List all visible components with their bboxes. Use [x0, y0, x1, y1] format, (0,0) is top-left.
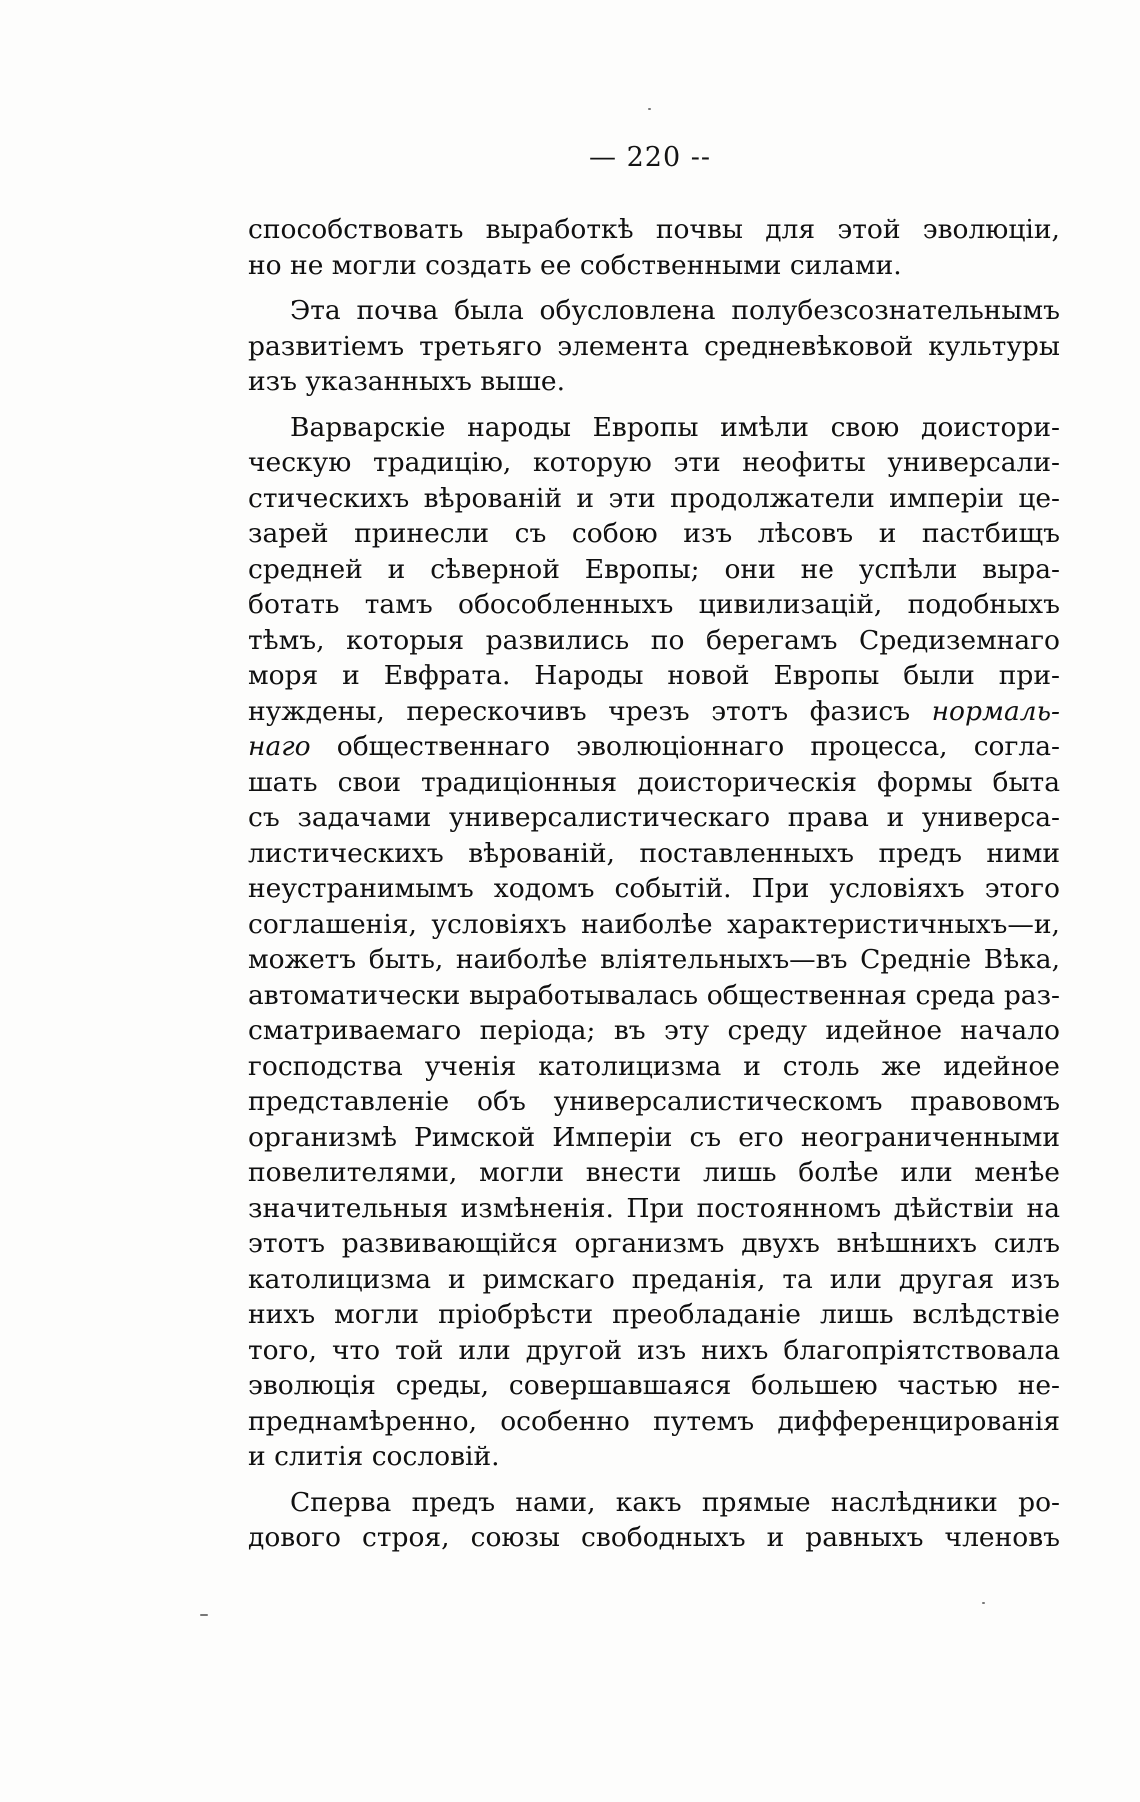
text-line: соглашенія, условіяхъ наиболѣе характеристичныхъ—и, — [248, 908, 1060, 940]
text-line: средней и сѣверной Европы; они не успѣли выра- — [248, 553, 1060, 585]
paragraph-4 — [248, 1485, 1060, 1556]
paragraph-3 — [248, 410, 1060, 1475]
page-number: — 220 -- — [589, 142, 711, 173]
text-line: зарей принесли съ собою изъ лѣсовъ и пастбищъ — [248, 518, 1060, 549]
text-line: эволюція среды, совершавшаяся большею частью не- — [248, 1370, 1060, 1401]
text-line: преднамѣренно, особенно путемъ дифференцированія — [248, 1405, 1060, 1437]
text-line: католицизма и римскаго преданія, та или другая изъ — [248, 1263, 1060, 1295]
text-line: дового строя, союзы свободныхъ и равныхъ членовъ — [248, 1522, 1060, 1553]
text-line: представленіе объ универсалистическомъ правовомъ — [248, 1086, 1060, 1117]
text-line: повелителями, могли внести лишь болѣе или менѣе — [248, 1157, 1060, 1188]
text-line: шать свои традиціонныя доисторическія формы быта — [248, 766, 1060, 798]
text-line: Эта почва была обусловлена полубезсознательнымъ — [290, 295, 1060, 326]
text-line: нихъ могли пріобрѣсти преобладаніе лишь вслѣдствіе — [248, 1299, 1060, 1330]
text-line-with-italic — [248, 694, 1060, 730]
text-fragment: общественнаго эволюціоннаго процесса, согла- — [310, 731, 1060, 762]
text-line: изъ указанныхъ выше. — [248, 366, 566, 397]
text-line: но не могли создать ее собственными силами. — [248, 249, 902, 281]
scan-speck — [982, 1602, 985, 1604]
text-line: этотъ развивающійся организмъ двухъ внѣшнихъ силъ — [248, 1228, 1060, 1259]
body-text — [248, 212, 1060, 1556]
text-line: Варварскіе народы Европы имѣли свою доистори- — [290, 411, 1060, 443]
paragraph-2 — [248, 293, 1060, 400]
text-line: можетъ быть, наиболѣе вліятельныхъ—въ Средніе Вѣка, — [248, 944, 1060, 975]
scan-speck — [648, 108, 651, 110]
text-fragment: нуждены, перескочивъ чрезъ этотъ фазисъ — [248, 695, 932, 727]
text-line: Сперва предъ нами, какъ прямые наслѣдники ро- — [290, 1486, 1060, 1518]
scan-speck — [200, 1614, 208, 1616]
text-line: развитіемъ третьяго элемента средневѣковой культуры — [248, 330, 1060, 362]
text-line: господства ученія католицизма и столь же идейное — [248, 1050, 1060, 1082]
text-line: значительныя измѣненія. При постоянномъ дѣйствіи на — [248, 1192, 1060, 1224]
text-line: листическихъ вѣрованій, поставленныхъ предъ ними — [248, 837, 1060, 869]
paragraph-1 — [248, 212, 1060, 283]
text-line: съ задачами универсалистическаго права и универса- — [248, 802, 1060, 833]
text-line: автоматически выработывалась общественная среда раз- — [248, 979, 1060, 1011]
text-line: стическихъ вѣрованій и эти продолжатели имперіи це- — [248, 482, 1060, 514]
text-line: организмѣ Римской Имперіи съ его неограниченными — [248, 1121, 1060, 1153]
text-line: того, что той или другой изъ нихъ благопріятствовала — [248, 1334, 1060, 1366]
text-line: моря и Евфрата. Народы новой Европы были при- — [248, 660, 1060, 691]
italic-term: наго — [248, 731, 311, 762]
text-line: неустранимымъ ходомъ событій. При условіяхъ этого — [248, 873, 1060, 904]
text-line: и слитія сословій. — [248, 1441, 500, 1472]
text-line-with-italic — [248, 729, 1060, 765]
text-line: способствовать выработкѣ почвы для этой эволюціи, — [248, 214, 1060, 245]
text-line: тѣмъ, которыя развились по берегамъ Средиземнаго — [248, 624, 1060, 656]
italic-term: нормаль- — [931, 695, 1060, 727]
text-line: ботать тамъ обособленныхъ цивилизацій, подобныхъ — [248, 589, 1060, 620]
text-line: сматриваемаго періода; въ эту среду идейное начало — [248, 1015, 1060, 1046]
text-line: ческую традицію, которую эти неофиты универсали- — [248, 447, 1060, 478]
